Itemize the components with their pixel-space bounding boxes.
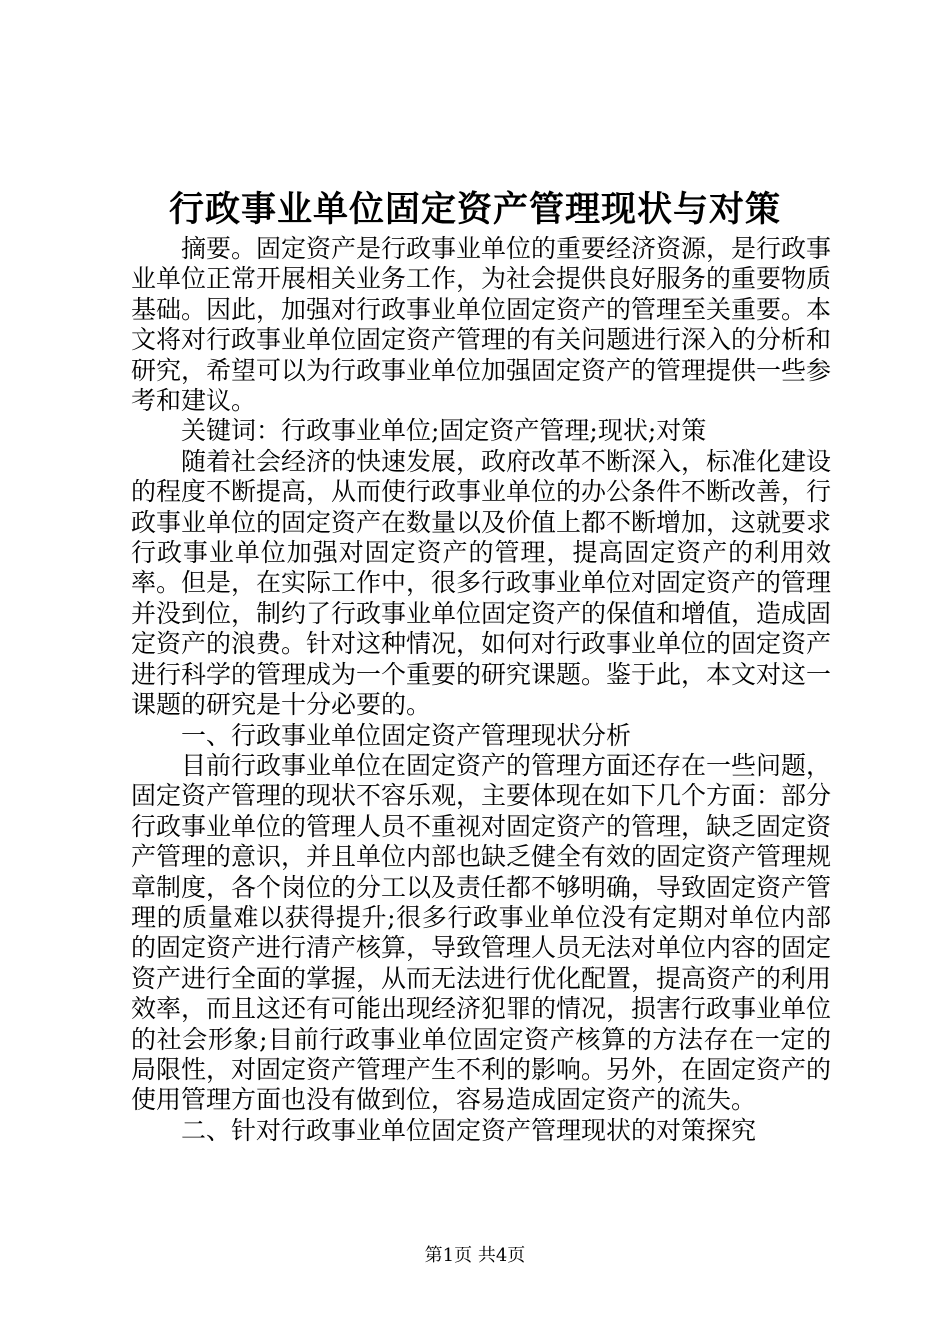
abstract-paragraph: 摘要。固定资产是行政事业单位的重要经济资源，是行政事业单位正常开展相关业务工作，为社会提供良好服务的重要物质基础。因此，加强对行政事业单位固定资产的管理至关重要。本文将对行政事业单位固定资产管理的有关问题进行深入的分析和研究，希望可以为行政事业单位加强固定资产的管理提供一些参考和建议。 (131, 234, 832, 416)
document-title: 行政事业单位固定资产管理现状与对策 (168, 189, 781, 230)
introduction-paragraph: 随着社会经济的快速发展，政府改革不断深入，标准化建设的程度不断提高，从而使行政事业单位的办公条件不断改善，行政事业单位的固定资产在数量以及价值上都不断增加，这就要求行政事业单位加强对固定资产的管理，提高固定资产的利用效率。但是，在实际工作中，很多行政事业单位对固定资产的管理并没到位，制约了行政事业单位固定资产的保值和增值，造成固定资产的浪费。针对这种情况，如何对行政事业单位的固定资产进行科学的管理成为一个重要的研究课题。鉴于此，本文对这一课题的研究是十分必要的。 (131, 446, 832, 720)
section-1-paragraph: 目前行政事业单位在固定资产的管理方面还存在一些问题，固定资产管理的现状不容乐观，主要体现在如下几个方面：部分行政事业单位的管理人员不重视对固定资产的管理，缺乏固定资产管理的意识，并且单位内部也缺乏健全有效的固定资产管理规章制度，各个岗位的分工以及责任都不够明确，导致固定资产管理的质量难以获得提升;很多行政事业单位没有定期对单位内部的固定资产进行清产核算，导致管理人员无法对单位内容的固定资产进行全面的掌握，从而无法进行优化配置，提高资产的利用效率，而且这还有可能出现经济犯罪的情况，损害行政事业单位的社会形象;目前行政事业单位固定资产核算的方法存在一定的局限性，对固定资产管理产生不利的影响。另外，在固定资产的使用管理方面也没有做到位，容易造成固定资产的流失。 (131, 750, 832, 1115)
document-body (131, 234, 831, 1146)
page-number-footer: 第1页 共4页 (424, 1245, 526, 1266)
section-heading-1: 一、行政事业单位固定资产管理现状分析 (181, 720, 632, 750)
section-heading-2: 二、针对行政事业单位固定资产管理现状的对策探究 (181, 1115, 757, 1145)
keywords-paragraph: 关键词：行政事业单位;固定资产管理;现状;对策 (181, 416, 707, 446)
